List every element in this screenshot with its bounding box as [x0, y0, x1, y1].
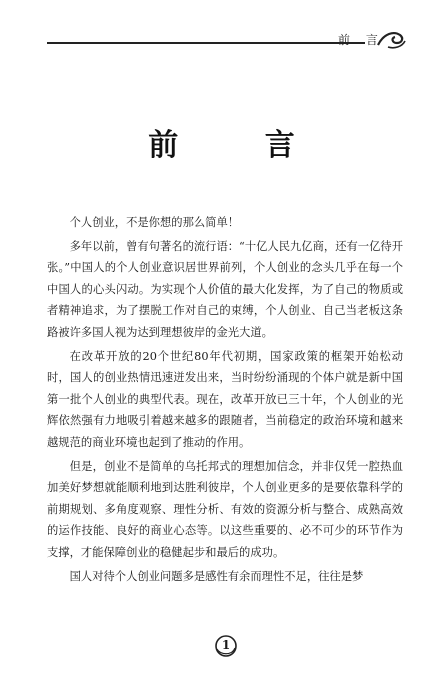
paragraph: 在改革开放的20个世纪80年代初期，国家政策的框架开始松动时，国人的创业热情迅速迸发出来，当时纷纷涌现的个体户就是新中国第一批个人创业的典型代表。现在，改革开放已三十年，个人创业的光辉依然强有力地吸引着越来越多的跟随者，当前稳定的政治环境和越来越规范的商业环境也起到了推动的作用。	[47, 349, 403, 449]
body-text	[47, 212, 403, 589]
page-footer	[214, 634, 238, 658]
header-rule	[47, 42, 365, 44]
paragraph: 多年以前，曾有句著名的流行语：“十亿人民九亿商，还有一亿待开张。”中国人的个人创业意识居世界前列，个人创业的念头几乎在每一个中国人的心头闪动。为实现个人价值的最大化发挥，为了自己的物质或者精神追求，为了摆脱工作对自己的束缚，个人创业、自己当老板这条路被许多国人视为达到理想彼岸的金光大道。	[47, 239, 403, 339]
paragraph: 国人对待个人创业问题多是感性有余而理性不足，往往是梦	[69, 569, 364, 583]
page-title: 前 言	[148, 128, 333, 163]
header-flourish-icon	[374, 27, 408, 51]
page-number: 1	[221, 638, 231, 652]
paragraph: 个人创业，不是你想的那么简单！	[69, 216, 240, 229]
paragraph: 但是，创业不是简单的乌托邦式的理想加信念，并非仅凭一腔热血加美好梦想就能顺利地到达胜利彼岸，个人创业更多的是要依靠科学的前期规划、多角度观察、理性分析、有效的资源分析与整合、成熟高效的运作技能、良好的商业心态等。以这些重要的、必不可少的环节作为支撑，才能保障创业的稳健起步和最后的成功。	[47, 459, 403, 559]
running-header: 前 言	[338, 33, 384, 47]
